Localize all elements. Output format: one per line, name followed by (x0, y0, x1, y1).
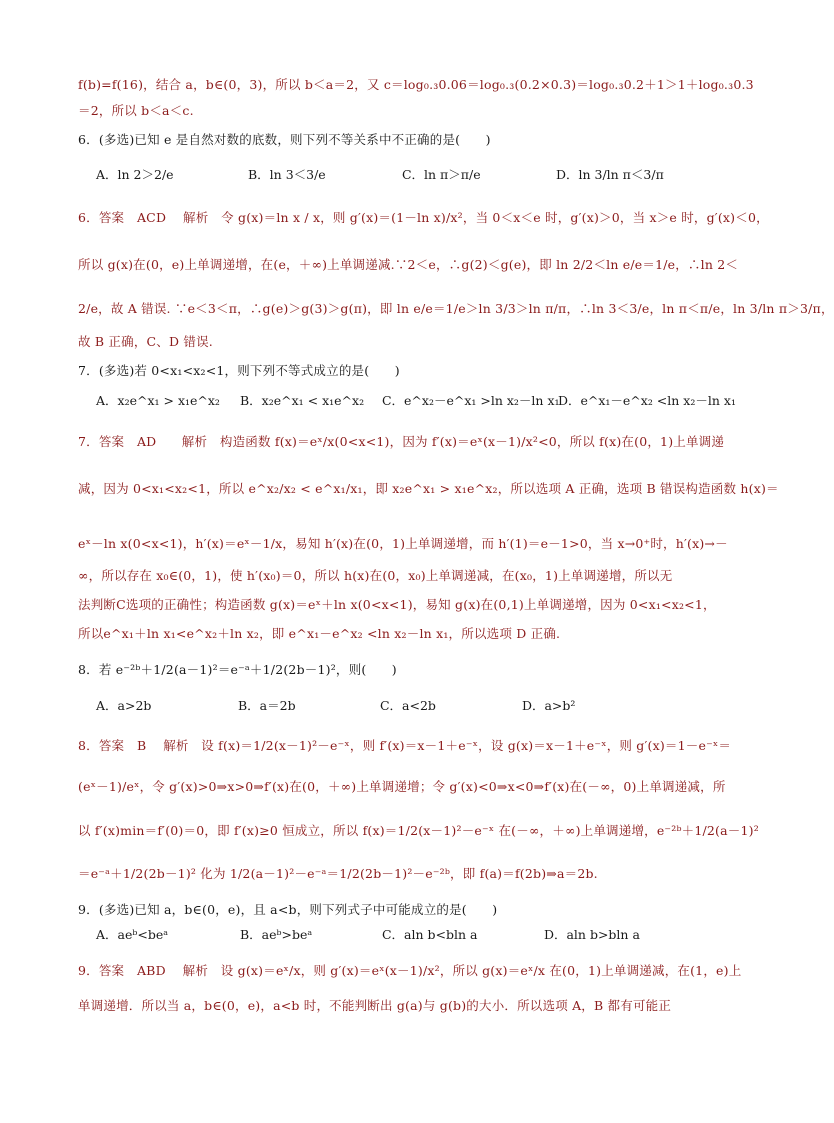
question-8: 8．若 e⁻²ᵇ＋1/2(a－1)²＝e⁻ᵃ＋1/2(2b－1)²，则( ) (78, 662, 397, 677)
answer-8-line: 8．答案 B 解析 设 f(x)＝1/2(x－1)²－e⁻ˣ，则 f′(x)＝x－1＋e⁻ˣ，设 g(x)＝x－1＋e⁻ˣ，则 g′(x)＝1－e⁻ˣ＝ (78, 738, 732, 753)
option-b: B．ln 3＜3/e (247, 167, 326, 182)
option-d: D．a>b² (521, 698, 576, 713)
option-a: A．ln 2＞2/e (96, 167, 174, 182)
question-6-options (96, 166, 696, 184)
option-c: C．a<2b (379, 698, 436, 713)
answer-6-line: 2/e，故 A 错误. ∵e＜3＜π，∴g(e)＞g(3)＞g(π)，即 ln e/e＝1/e＞ln 3/3＞ln π/π，∴ln 3＜3/e，ln π＜π/e，ln 3/ln π＞3/π， (78, 301, 834, 316)
option-c: C．aln b<bln a (381, 927, 478, 942)
option-a: A．aeᵇ<beᵃ (96, 927, 169, 942)
answer-7-line: 7．答案 AD 解析 构造函数 f(x)＝eˣ/x(0<x<1)，因为 f′(x)＝eˣ(x－1)/x²<0，所以 f(x)在(0，1)上单调递 (78, 434, 725, 449)
answer-6-line: 故 B 正确，C、D 错误. (78, 334, 213, 349)
question-6: 6．(多选)已知 e 是自然对数的底数，则下列不等关系中不正确的是( ) (78, 132, 491, 147)
answer-9-line: 单调递增．所以当 a，b∈(0，e)，a<b 时，不能判断出 g(a)与 g(b)的大小．所以选项 A，B 都有可能正 (78, 998, 672, 1013)
answer-text-line: f(b)=f(16)，结合 a，b∈(0，3)，所以 b＜a＝2，又 c＝log₀.₃0.06＝log₀.₃(0.2×0.3)＝log₀.₃0.2＋1＞1＋log₀.₃0.3 (78, 77, 754, 92)
question-9-options (96, 926, 684, 944)
question-9: 9．(多选)已知 a，b∈(0，e)，且 a<b，则下列式子中可能成立的是( ) (78, 902, 498, 917)
answer-7-line: eˣ－ln x(0<x<1)，h′(x)＝eˣ－1/x，易知 h′(x)在(0，1)上单调递增，而 h′(1)＝e－1>0，当 x→0⁺时，h′(x)→－ (78, 536, 728, 551)
option-a: A．a>2b (96, 698, 152, 713)
option-d: D．e^x₁－e^x₂ <ln x₂－ln x₁ (557, 393, 736, 408)
option-c: C．ln π＞π/e (401, 167, 481, 182)
option-b: B．a＝2b (237, 698, 296, 713)
answer-7-line: 所以e^x₁＋ln x₁<e^x₂＋ln x₂，即 e^x₁－e^x₂ <ln x₂－ln x₁，所以选项 D 正确. (78, 626, 561, 641)
answer-7-line: 法判断C选项的正确性；构造函数 g(x)＝eˣ＋ln x(0<x<1)，易知 g(x)在(0,1)上单调递增，因为 0<x₁<x₂<1， (78, 597, 716, 612)
option-b: B．x₂e^x₁ < x₁e^x₂ (239, 393, 365, 408)
option-a: A．x₂e^x₁ > x₁e^x₂ (96, 393, 220, 408)
answer-7-line: ∞，所以存在 x₀∈(0，1)，使 h′(x₀)＝0，所以 h(x)在(0，x₀)上单调递减，在(x₀，1)上单调递增，所以无 (78, 568, 673, 583)
option-d: D．ln 3/ln π＜3/π (555, 167, 664, 182)
option-d: D．aln b>bln a (543, 927, 640, 942)
answer-8-line: 以 f′(x)min＝f′(0)＝0，即 f′(x)≥0 恒成立，所以 f(x)＝1/2(x－1)²－e⁻ˣ 在(－∞，＋∞)上单调递增，e⁻²ᵇ＋1/2(a－1)² (78, 823, 759, 838)
answer-8-line: (eˣ－1)/eˣ，令 g′(x)>0⇒x>0⇒f′(x)在(0，＋∞)上单调递增；令 g′(x)<0⇒x<0⇒f′(x)在(－∞，0)上单调递减，所 (78, 779, 726, 794)
answer-7-line: 减，因为 0<x₁<x₂<1，所以 e^x₂/x₂ < e^x₁/x₁，即 x₂e^x₁ > x₁e^x₂，所以选项 A 正确，选项 B 错误构造函数 h(x)＝ (78, 481, 779, 496)
question-7-options (96, 392, 736, 410)
option-b: B．aeᵇ>beᵃ (239, 927, 313, 942)
option-c: C．e^x₂－e^x₁ >ln x₂－ln x₁ (381, 393, 560, 408)
answer-9-line: 9．答案 ABD 解析 设 g(x)＝eˣ/x，则 g′(x)＝eˣ(x－1)/x²，所以 g(x)＝eˣ/x 在(0，1)上单调递减，在(1，e)上 (78, 963, 742, 978)
question-7: 7．(多选)若 0<x₁<x₂<1，则下列不等式成立的是( ) (78, 363, 400, 378)
answer-6-line: 所以 g(x)在(0，e)上单调递增，在(e，＋∞)上单调递减.∵2＜e，∴g(2)＜g(e)，即 ln 2/2＜ln e/e＝1/e，∴ln 2＜ (78, 257, 739, 272)
answer-text-line: ＝2，所以 b＜a＜c. (78, 103, 194, 118)
answer-6-line: 6．答案 ACD 解析 令 g(x)＝ln x / x，则 g′(x)＝(1－ln x)/x²，当 0＜x＜e 时，g′(x)＞0，当 x＞e 时，g′(x)＜0， (78, 210, 769, 225)
answer-8-line: ＝e⁻ᵃ＋1/2(2b－1)² 化为 1/2(a－1)²－e⁻ᵃ＝1/2(2b－1)²－e⁻²ᵇ，即 f(a)＝f(2b)⇒a＝2b. (78, 866, 598, 881)
question-8-options (96, 697, 642, 715)
